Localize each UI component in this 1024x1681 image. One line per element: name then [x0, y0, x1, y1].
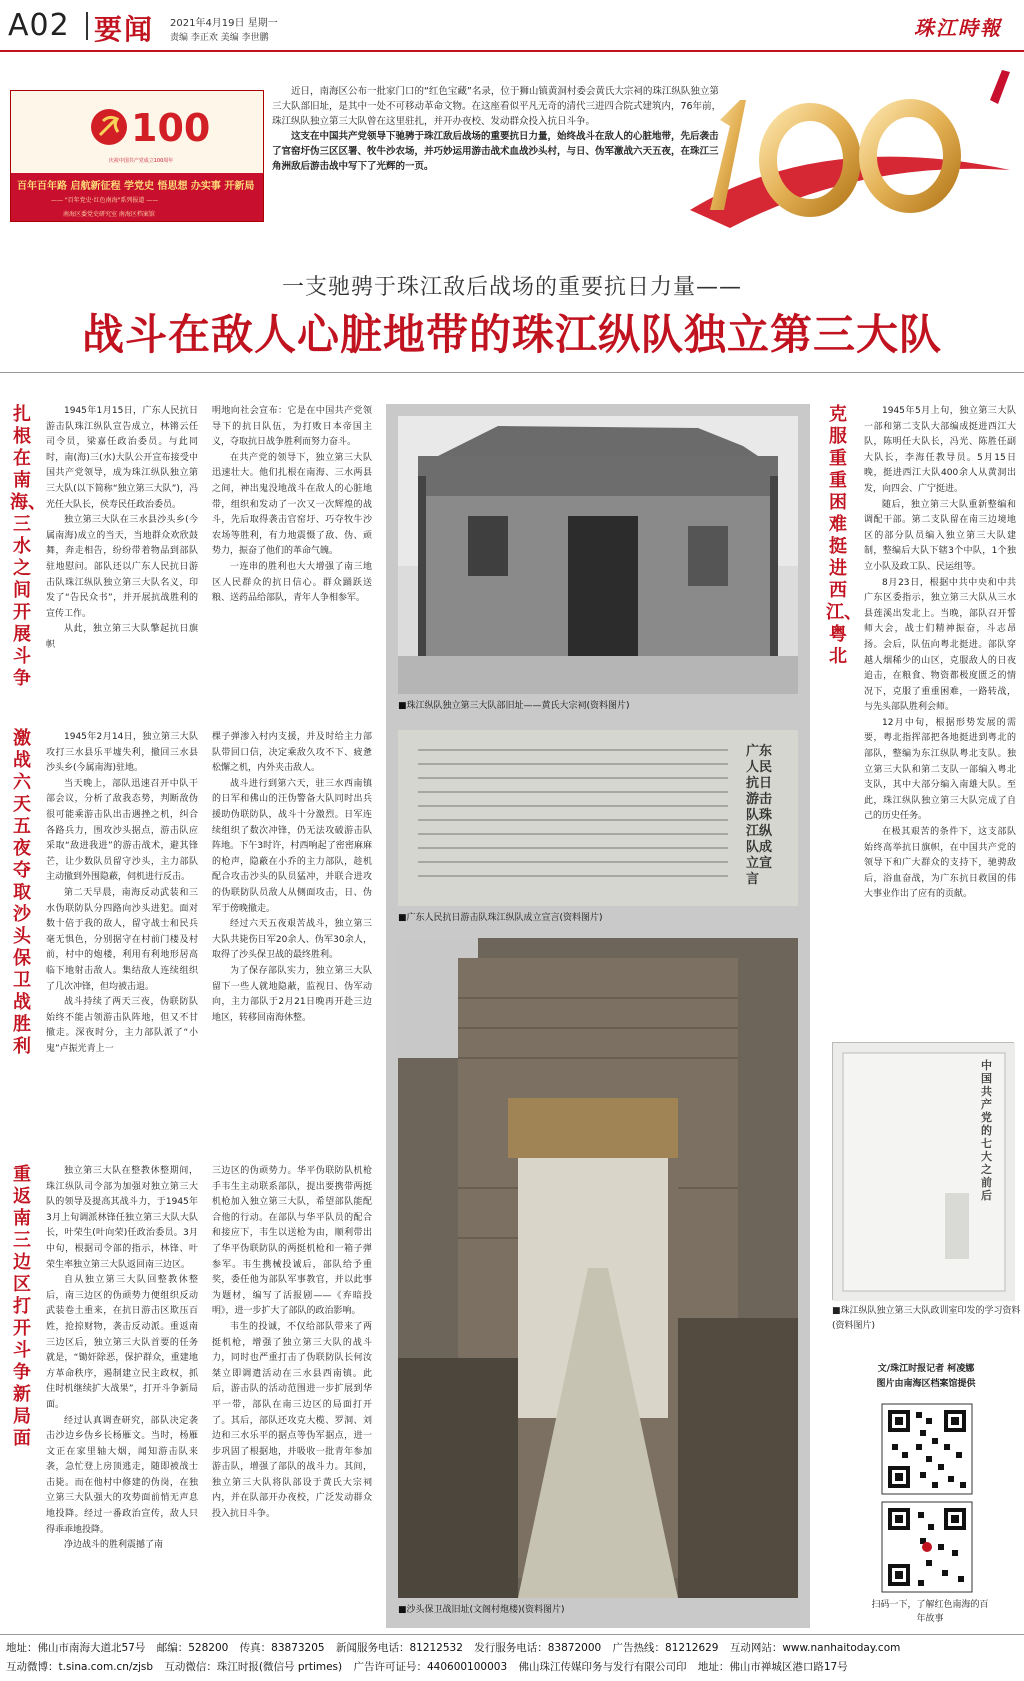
footer-printer: 佛山珠江传媒印务与发行有限公司印	[518, 1661, 687, 1673]
photo-panel	[386, 404, 810, 1628]
footer-printer-address: 地址：佛山市禅城区港口路17号	[697, 1661, 848, 1673]
qr-code-icon[interactable]	[882, 1404, 972, 1594]
ancestral-hall-photo	[398, 416, 798, 694]
party-100-emblem	[87, 97, 211, 157]
paragraph: 随后，独立第三大队重新整编和调配干部。第二支队留在南三边境地区的部分队员编入独立第三大队建制，整编后大队下辖3个中队，1个独立小队及政工队、民运组等。	[864, 499, 1016, 572]
issue-date: 2021年4月19日 星期一	[170, 18, 278, 29]
caption-photo-3: ■沙头保卫战旧址(文阁村炮楼)(资料图片)	[398, 1605, 565, 1615]
paragraph: 战斗进行到第六天，驻三水西南镇的日军和佛山的汪伪警备大队同时出兵援助伪联防队，战斗十分激烈。日军连续组织了数次冲锋，仍无法攻破游击队阵地。下午3时许，村西响起了密密麻麻的枪声，隐蔽在小乔的主力部队，趁机配合攻击沙头的队员猛冲，并联合进攻的伪联防队员敌人从侧面攻击，日、伪军于傍晚撤走。	[212, 778, 372, 914]
byline-photo-source: 图片由南海区档案馆提供	[876, 1379, 976, 1389]
footer-postcode: 邮编：528200	[156, 1642, 229, 1654]
paragraph: 经过六天五夜艰苦战斗，独立第三大队共毙伤日军20余人、伪军30余人，取得了沙头保卫战的最终胜利。	[212, 919, 372, 961]
footer-line-1	[0, 1639, 1024, 1658]
section-2-column-a	[46, 730, 198, 1102]
paragraph: 1945年2月14日，独立第三大队攻打三水县乐平墟失利，撤回三水县沙头乡(今属南海)驻地。	[46, 732, 198, 774]
paragraph: 经过认真调查研究，部队决定袭击沙边乡伪乡长杨雁文。当时，杨雁文正在家里轴大烟，闻知游击队来袭，急忙登上房顶逃走，随即被战士击毙。而在他村中修建的伪岗，在独立第三大队强大的攻势面前悄无声息地投降。经过一番政治宣传，敌人只得乖乖地投降。	[46, 1415, 198, 1535]
paragraph: 1945年1月15日，广东人民抗日游击队珠江纵队宣告成立，林锵云任司令员，梁嘉任政治委员。与此同时，南(海)三(水)大队公开宣布接受中国共产党领导，成为珠江纵队独立第三大队(以下简称“独立第三大队”)，冯光任大队长，侯寿民任政治委员。	[46, 406, 198, 510]
banner-slogan: 百年百年路 启航新征程 学党史 悟思想 办实事 开新局	[17, 181, 255, 192]
footer-ad-license: 广告许可证号：440600100003	[353, 1661, 508, 1673]
centenary-banner	[10, 90, 264, 222]
newspaper-logo: 珠江時報	[914, 16, 1002, 40]
editors: 责编 李正欢 美编 李世鹏	[170, 33, 269, 43]
gold-100-decoration	[660, 60, 1024, 240]
footer-fax: 传真：83873205	[239, 1642, 325, 1654]
page-number: A02	[8, 8, 70, 43]
section-1-column-b	[212, 404, 372, 674]
subhead-section-4: 克服重重困难挺进西江、粤北	[826, 404, 862, 667]
paragraph: 1945年5月上旬，独立第三大队一部和第二支队大部编成挺进西江大队，陈明任大队长，冯光、陈胜任副大队长，李海任教导员。5月15日晚，挺进西江大队400余人从黄洞出发，向四会、广宁挺进。	[864, 406, 1016, 494]
paragraph: 韦生的投诚，不仅给部队带来了两挺机枪，增强了独立第三大队的战斗力，同时也严重打击了伪联防队长何汝桀立即调遣活动在三水县西南镇。此后，游击队的活动范围进一步扩展到华平一带，部队在南三边区的局面打开了。其后，部队还攻克大榄、罗洞、刘边和三水乐平的据点等伪军据点，进一步巩固了根据地，并吸收一批青年参加游击队，增强了部队的战斗力。其间，独立第三大队将队部设于黄氏大宗祠内，并在队部开办夜校，广泛发动群众投入抗日斗争。	[212, 1321, 372, 1520]
footer-wechat: 互动微信：珠江时报(微信号 prtimes)	[164, 1661, 343, 1673]
section-1-column-a	[46, 404, 198, 674]
svg-text:100: 100	[131, 106, 211, 150]
byline	[836, 1362, 1016, 1392]
main-headline: 战斗在敌人心脏地带的珠江纵队独立第三大队	[81, 310, 942, 359]
paragraph: 为了保存部队实力，独立第三大队留下一些人就地隐蔽，监视日、伪军动向，主力部队于2月21日晚再开赴三边地区，转移回南海休整。	[212, 965, 372, 1023]
paragraph: 棵子弹渗入村内支援，并及时给主力部队带回口信，决定乘敌久攻不下、疲惫松懈之机，内外夹击敌人。	[212, 732, 372, 774]
kicker-headline: 一支驰骋于珠江敌后战场的重要抗日力量——	[281, 275, 742, 300]
paragraph: 自从独立第三大队回整教休整后，南三边区的伪顽势力便组织反动武装卷土重来，在抗日游击区欺压百姓，抢掠财物，袭击反动派。重返南三边区后，独立第三大队首要的任务就是，“锄奸除恶，保护群众，重建地方革命秩序，遏制建立民主政权，抓住时机继续扩大战果”，打开斗争新局面。	[46, 1275, 198, 1410]
caption-photo-2: ■广东人民抗日游击队珠江纵队成立宣言(资料图片)	[398, 913, 603, 923]
section-3-column-a	[46, 1164, 198, 1624]
paragraph: 净边战斗的胜利震撼了南	[64, 1540, 164, 1551]
subhead-section-3: 重返南三边区打开斗争新局面	[13, 1164, 31, 1449]
watchtower-photo	[398, 938, 798, 1598]
masthead-rule	[0, 50, 1024, 52]
paragraph: 在极其艰苦的条件下，这支部队始终高举抗日旗帜，在中国共产党的领导下和广大群众的支持下，驰骋敌后，浴血奋战，为广东抗日救国的伟大事业作出了应有的贡献。	[864, 827, 1016, 900]
paragraph: 8月23日，根据中共中央和中共广东区委指示，独立第三大队从三水县莲溪出发北上。当晚，部队召开誓师大会，战士们精神振奋，斗志昂扬。会后，队伍向粤北挺进。部队穿越人烟稀少的山区，克服敌人的日夜追击，在粮食、物资都极度匮乏的情况下，克服了重重困难，一路转战，与先头部队胜利会师。	[864, 577, 1016, 713]
banner-subtitle: 庆祝中国共产党成立100周年	[108, 158, 174, 164]
caption-photo-4: ■珠江纵队独立第三大队政训室印发的学习资料(资料图片)	[832, 1306, 1021, 1331]
paragraph: 第二天早晨，南海反动武装和三水伪联防队分四路向沙头进犯。面对数十倍于我的敌人，留守战士和民兵毫无惧色，分别据守在村前门楼及村前，村中的炮楼，利用有利地形居高临下地射击敌人。集结敌人连续组织了几次冲锋，但均被击退。	[46, 887, 198, 992]
paragraph: 12月中旬，根据形势发展的需要，粤北指挥部把各地挺进到粤北的部队，整编为东江纵队粤北支队。独立第三大队和第二支队一部编入粤北支队，其中大部分编入南雄大队。至此，珠江纵队独立第三大队完成了自己的历史任务。	[864, 717, 1016, 822]
subhead-section-2: 激战六天五夜夺取沙头保卫战胜利	[13, 728, 31, 1057]
headline-rule	[0, 372, 1024, 373]
footer-address: 地址：佛山市南海大道北57号	[6, 1642, 146, 1654]
study-material-photo	[832, 1042, 1014, 1300]
paragraph: 独立第三大队在整教休整期间，珠江纵队司令部为加强对独立第三大队的领导及提高其战斗力，于1945年3月上旬调派林锋任独立第三大队大队长，叶荣生(叶向荣)任政治委员。3月中旬，根据司令部的指示，林锋、叶荣生率独立第三大队返回南三边区。	[46, 1166, 198, 1270]
footer	[0, 1634, 1024, 1681]
manifesto-document-photo	[398, 730, 798, 906]
paragraph: 独立第三大队在三水县沙头乡(今属南海)成立的当天，当地群众欢欣鼓舞，奔走相告，纷纷带着物品到部队驻地慰问。部队还以广东人民抗日游击队珠江纵队独立第三大队名义，印发了“告民众书”，并开展抗战胜利的宣传工作。	[46, 515, 198, 619]
banner-series: —— "百年党史·红色南海"系列报道 ——	[51, 197, 159, 204]
subhead-section-1: 扎根在南海、三水之间开展斗争	[10, 404, 46, 689]
intro-text	[272, 84, 722, 174]
paragraph: 一连串的胜利也大大增强了南三地区人民群众的抗日信心。群众踊跃送粮、送药品给部队，青年人争相参军。	[212, 561, 372, 604]
paragraph: 在共产党的领导下，独立第三大队迅速壮大。他们扎根在南海、三水两县之间，神出鬼没地战斗在敌人的心脏地带，组织和发动了一次又一次辉煌的战斗，先后取得袭击官窑圩、巧夺牧牛沙农场等胜利，有力地震慑了敌、伪、顽势力，振奋了他们的革命气魄。	[212, 452, 372, 557]
section-4-column	[864, 404, 1016, 1024]
caption-photo-1: ■珠江纵队独立第三大队部旧址——黄氏大宗祠(资料图片)	[398, 701, 630, 711]
byline-reporter: 文/珠江时报记者 柯凌娜	[877, 1364, 975, 1374]
footer-weibo[interactable]: 互动微博：t.sina.com.cn/zjsb	[6, 1661, 154, 1673]
study-material-title: 中国共产党的七大之前后	[981, 1059, 992, 1202]
paragraph: 明地向社会宣布：它是在中国共产党领导下的抗日队伍，为打败日本帝国主义，夺取抗日战争胜利而努力奋斗。	[212, 406, 372, 448]
qr-caption: 扫码一下，了解红色南海的百年故事	[871, 1600, 989, 1624]
footer-ad-hotline: 广告热线：81212629	[612, 1642, 719, 1654]
paragraph: 当天晚上，部队迅速召开中队干部会议，分析了敌我态势，判断敌伪很可能乘游击队出击遇挫之机，纠合各路兵力，围攻沙头据点，游击队应采取“敌进我进”的游击战术，避其锋芒，让少数队员留守沙头，主力部队主动撤到外围隐蔽，伺机进行反击。	[46, 778, 198, 883]
manifesto-heading: 广东人民抗日游击队珠江纵队成立宣言	[746, 744, 773, 887]
intro-paragraph: 近日，南海区公布一批家门口的“红色宝藏”名录，位于狮山镇黄洞村委会黄氏大宗祠的珠江纵队独立第三大队部旧址，是其中一处不可移动革命文物。在这座看似平凡无奇的清代三进四合院式建筑内，76年前，珠江纵队独立第三大队曾在这里驻扎，并开办夜校、发动群众投入抗日斗争。	[272, 86, 722, 127]
footer-line-2	[0, 1658, 1024, 1677]
paragraph: 三边区的伪顽势力。华平伪联防队机枪手韦生主动联系部队，提出要携带两挺机枪加入独立第三大队，希望部队能配合他的行动。在部队与华平队员的配合和接应下，韦生以送枪为由，顺利带出了华平伪联防队的两挺机枪和一箱子弹参军。韦生携械投诚后，部队给予重奖，委任他为部队军事教官，并以此事为题材，编写了活报剧——《弃暗投明》，进一步扩大了部队的政治影响。	[212, 1166, 372, 1317]
masthead-divider	[86, 12, 88, 40]
footer-distribution-phone: 发行服务电话：83872000	[474, 1642, 602, 1654]
footer-website[interactable]: 互动网站：www.nanhaitoday.com	[729, 1642, 901, 1654]
masthead	[0, 0, 1024, 52]
paragraph: 战斗持续了两天三夜，伪联防队始终不能占领游击队阵地，但又不甘撤走。深夜时分，主力部队派了“小鬼”卢振光青上一	[46, 997, 198, 1054]
intro-paragraph: 这支在中国共产党领导下驰骋于珠江敌后战场的重要抗日力量，始终战斗在敌人的心脏地带，先后袭击了官窑圩伪三区区署、牧牛沙农场，并巧妙运用游击战术血战沙头村，与日、伪军激战六天五夜，在珠江三角洲敌后游击战中写下了光辉的一页。	[272, 131, 719, 172]
section-title: 要闻	[94, 13, 155, 46]
section-3-column-b	[212, 1164, 372, 1624]
footer-news-phone: 新闻服务电话：81212532	[335, 1642, 463, 1654]
paragraph: 从此，独立第三大队擎起抗日旗帜	[46, 624, 198, 650]
banner-sponsor: 南海区委党史研究室 南海区档案馆	[63, 211, 155, 218]
section-2-column-b	[212, 730, 372, 1102]
